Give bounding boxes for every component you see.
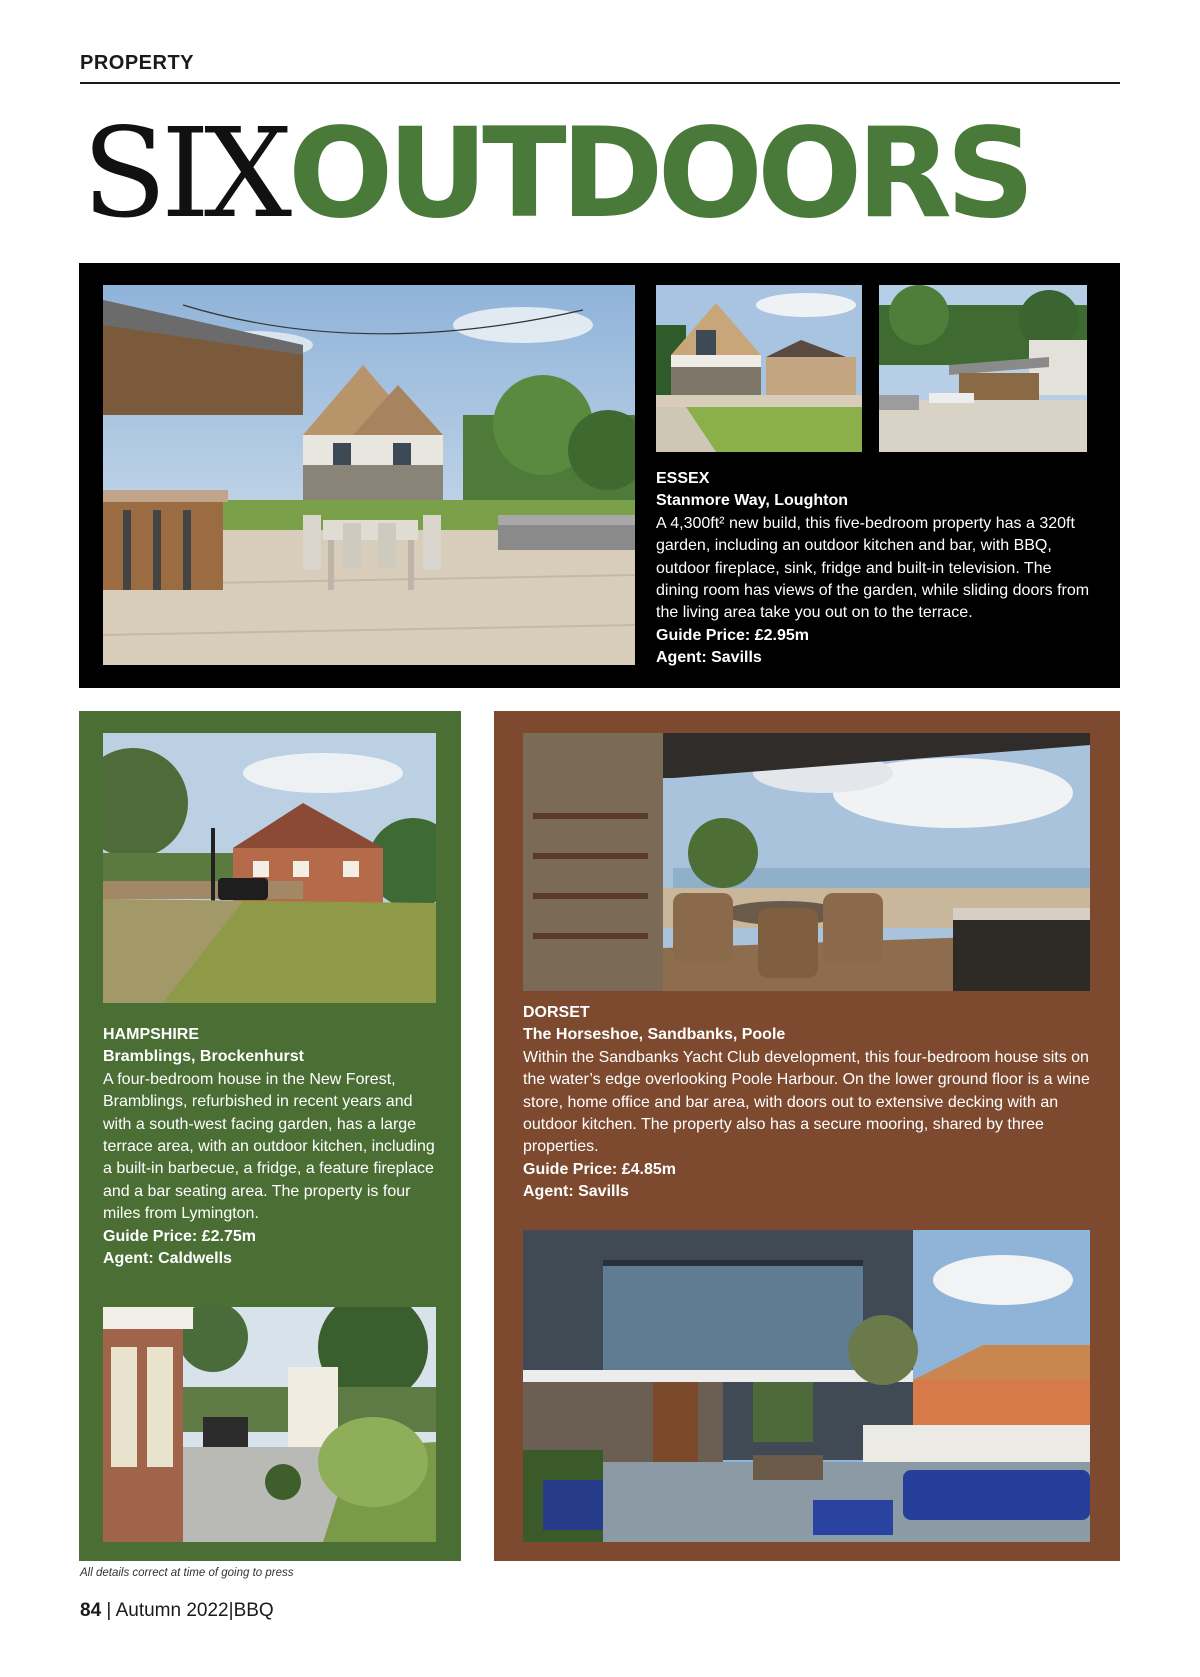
essex-terrace-photo (103, 285, 635, 665)
hampshire-description: A four-bedroom house in the New Forest, Bramblings, refurbished in recent years and with a south-west facing garden, has a large terrace area, with an outdoor kitchen, including a built-in barbecue, a fridge, a feature fireplace and a bar seating area. The property is four miles from Lymington. (103, 1070, 435, 1223)
dorset-region: DORSET (523, 1004, 590, 1021)
essex-region: ESSEX (656, 470, 710, 487)
hampshire-house-photo (103, 733, 436, 1003)
dorset-listing-text (523, 1002, 1103, 1204)
hampshire-terrace-photo (103, 1307, 436, 1542)
folio-separator-2: | (228, 1600, 234, 1621)
section-label: PROPERTY (80, 52, 195, 74)
dorset-price: Guide Price: £4.85m (523, 1160, 676, 1178)
footnote: All details correct at time of going to press (80, 1567, 294, 1579)
dorset-agent: Agent: Savills (523, 1183, 629, 1201)
dorset-terrace-photo (523, 733, 1090, 991)
page-folio (80, 1600, 274, 1622)
hampshire-agent: Agent: Caldwells (103, 1250, 232, 1268)
essex-outdoor-kitchen-photo (879, 285, 1087, 452)
dorset-description: Within the Sandbanks Yacht Club development, this four-bedroom house sits on the water’s edge overlooking Poole Harbour. On the lower ground floor is a wine store, home office and bar area, with doors out to extensive decking with an outdoor kitchen. The property also has a secure mooring, shared by three properties. (523, 1048, 1090, 1156)
essex-agent: Agent: Savills (656, 649, 762, 667)
dorset-listing-panel (494, 711, 1120, 1561)
hampshire-listing-text (103, 1024, 443, 1270)
essex-place: Stanmore Way, Loughton (656, 492, 848, 510)
magazine-name: BBQ (233, 1600, 274, 1621)
headline-outdoors: OUTDOORS (288, 102, 1030, 246)
hampshire-price: Guide Price: £2.75m (103, 1227, 256, 1245)
dorset-place: The Horseshoe, Sandbanks, Poole (523, 1026, 786, 1044)
dorset-house-photo (523, 1230, 1090, 1542)
issue-label: Autumn 2022 (115, 1600, 229, 1621)
header-rule (80, 82, 1120, 84)
hampshire-place: Bramblings, Brockenhurst (103, 1048, 304, 1066)
headline-six: SIX (82, 102, 287, 246)
essex-listing-panel (79, 263, 1120, 688)
folio-separator: | (106, 1600, 112, 1621)
essex-description: A 4,300ft² new build, this five-bedroom property has a 320ft garden, including an outdoor kitchen and bar, with BBQ, outdoor fireplace, sink, fridge and built-in television. The dining room has views of the garden, while sliding doors from the living area take you out on to the terrace. (656, 514, 1090, 622)
essex-price: Guide Price: £2.95m (656, 626, 809, 644)
hampshire-region: HAMPSHIRE (103, 1026, 200, 1043)
essex-house-photo (656, 285, 862, 452)
hampshire-listing-panel (79, 711, 461, 1561)
page-number: 84 (80, 1600, 102, 1621)
essex-listing-text (656, 468, 1096, 670)
